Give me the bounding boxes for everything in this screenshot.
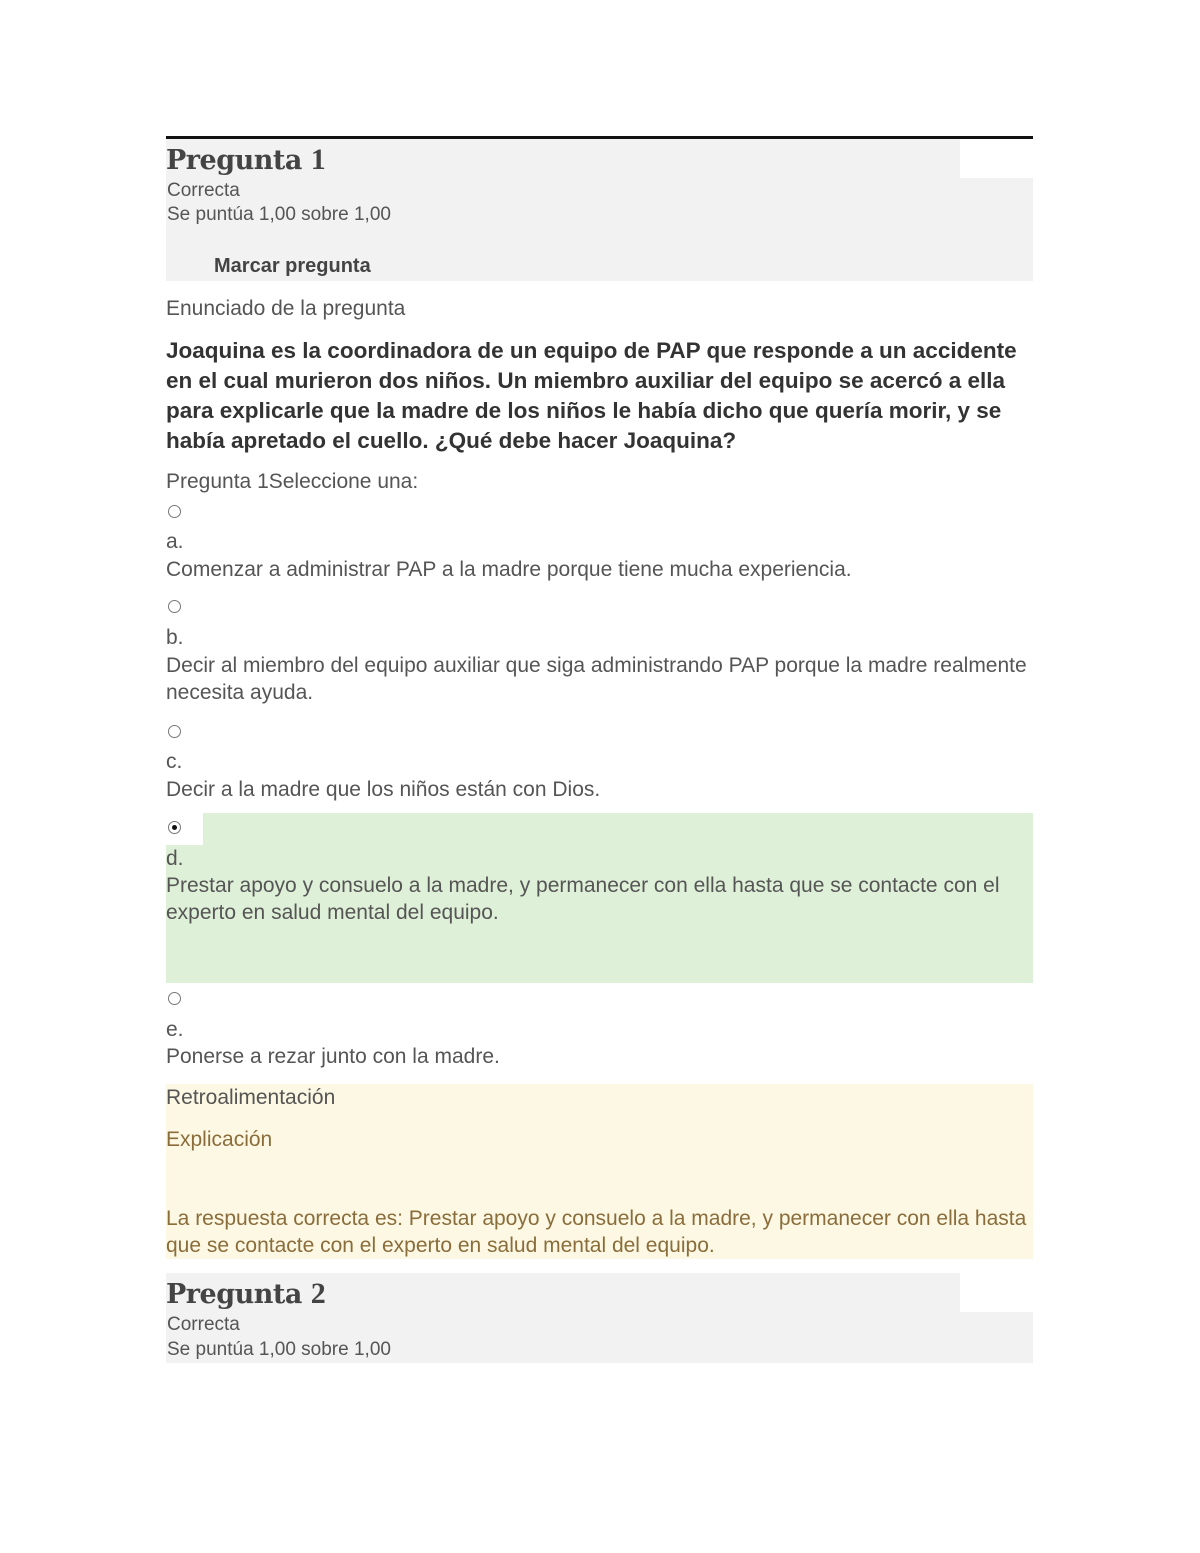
feedback-title: Retroalimentación [166, 1086, 336, 1109]
option-b-letter: b. [166, 626, 184, 649]
option-a-radio[interactable] [168, 505, 181, 518]
option-d-radio[interactable] [168, 821, 181, 834]
option-e-text[interactable]: Ponerse a rezar junto con la madre. [166, 1045, 500, 1068]
option-c-text[interactable]: Decir a la madre que los niños están con Dios. [166, 778, 601, 801]
option-e-letter: e. [166, 1018, 184, 1041]
question-2-info [166, 1273, 1033, 1363]
question-2-state: Correcta [167, 1314, 240, 1335]
option-a-letter: a. [166, 530, 184, 553]
option-c-letter: c. [166, 750, 183, 773]
question-2-grade: Se puntúa 1,00 sobre 1,00 [167, 1339, 391, 1360]
general-feedback: Explicación [166, 1128, 273, 1151]
statement-label: Enunciado de la pregunta [166, 297, 406, 320]
option-d-letter: d. [166, 847, 184, 870]
question-text: Joaquina es la coordinadora de un equipo de PAP que responde a un accidente en el cual murieron dos niños. Un miembro auxiliar del equipo se acercó a ella para explicarle que la madre de los niños le había dicho que quería morir, y se había apretado el cuello. ¿Qué debe hacer Joaquina? [166, 338, 1017, 453]
option-a-text[interactable]: Comenzar a administrar PAP a la madre porque tiene mucha experiencia. [166, 558, 852, 581]
flag-question-button[interactable]: Marcar pregunta [214, 255, 371, 277]
question-1-info [166, 139, 1033, 281]
option-b-text[interactable]: Decir al miembro del equipo auxiliar que siga administrando PAP porque la madre realmente necesita ayuda. [166, 654, 1027, 704]
option-c-radio[interactable] [168, 725, 181, 738]
right-answer-text: La respuesta correcta es: Prestar apoyo y consuelo a la madre, y permanecer con ella hasta que se contacte con el experto en salud mental del equipo. [166, 1207, 1027, 1257]
option-e-radio[interactable] [168, 992, 181, 1005]
quiz-review-page [166, 0, 1033, 1553]
question-1-grade: Se puntúa 1,00 sobre 1,00 [167, 204, 391, 225]
answer-prompt: Pregunta 1Seleccione una: [166, 470, 419, 493]
question-1-state: Correcta [167, 180, 240, 201]
question-1-title: Pregunta 1 [166, 143, 326, 176]
option-b-radio[interactable] [168, 600, 181, 613]
option-d-text[interactable]: Prestar apoyo y consuelo a la madre, y permanecer con ella hasta que se contacte con el experto en salud mental del equipo. [166, 874, 1000, 924]
question-2-title: Pregunta 2 [166, 1277, 326, 1310]
